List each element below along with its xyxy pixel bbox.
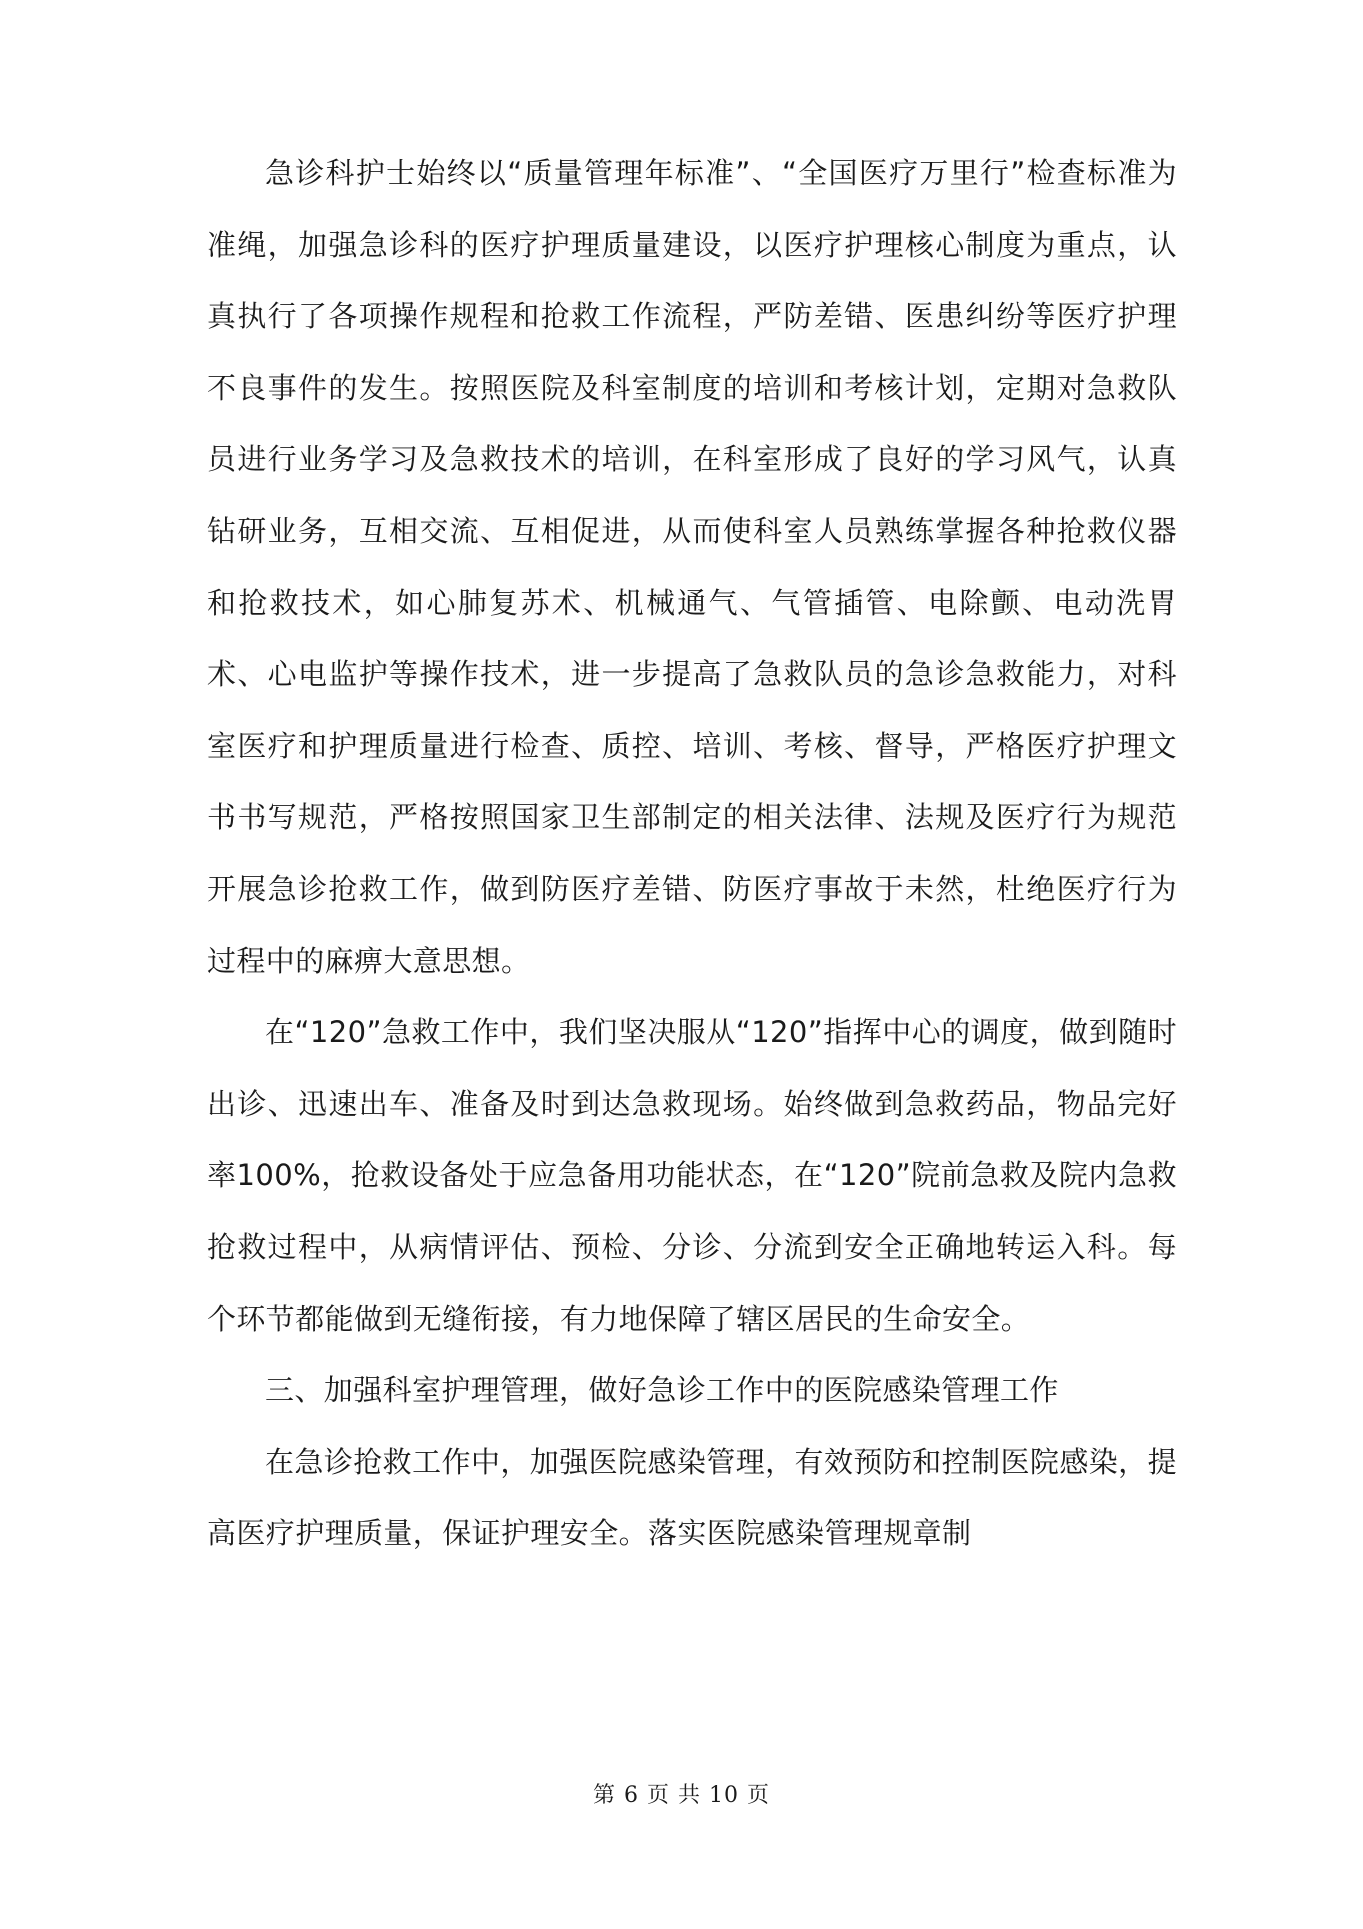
paragraph-quality-management: 急诊科护士始终以“质量管理年标准”、“全国医疗万里行”检查标准为准绳，加强急诊科的医疗护理质量建设，以医疗护理核心制度为重点，认真执行了各项操作规程和抢救工作流程，严防差错、医患纠纷等医疗护理不良事件的发生。按照医院及科室制度的培训和考核计划，定期对急救队员进行业务学习及急救技术的培训，在科室形成了良好的学习风气，认真钻研业务，互相交流、互相促进，从而使科室人员熟练掌握各种抢救仪器和抢救技术，如心肺复苏术、机械通气、气管插管、电除颤、电动洗胃术、心电监护等操作技术，进一步提高了急救队员的急诊急救能力，对科室医疗和护理质量进行检查、质控、培训、考核、督导，严格医疗护理文书书写规范，严格按照国家卫生部制定的相关法律、法规及医疗行为规范开展急诊抢救工作，做到防医疗差错、防医疗事故于未然，杜绝医疗行为过程中的麻痹大意思想。 (207, 156, 1177, 978)
paragraph-120-emergency: 在“120”急救工作中，我们坚决服从“120”指挥中心的调度，做到随时出诊、迅速出车、准备及时到达急救现场。始终做到急救药品，物品完好率100%，抢救设备处于应急备用功能状态，在“120”院前急救及院内急救抢救过程中，从病情评估、预检、分诊、分流到安全正确地转运入科。每个环节都能做到无缝衔接，有力地保障了辖区居民的生命安全。 (207, 1015, 1177, 1336)
section-heading: 三、加强科室护理管理，做好急诊工作中的医院感染管理工作 (265, 1373, 1059, 1408)
paragraph-infection-management: 在急诊抢救工作中，加强医院感染管理，有效预防和控制医院感染，提高医疗护理质量，保证护理安全。落实医院感染管理规章制 (207, 1444, 1177, 1551)
page-number-footer: 第 6 页 共 10 页 (593, 1783, 770, 1808)
document-body (207, 138, 1177, 1570)
